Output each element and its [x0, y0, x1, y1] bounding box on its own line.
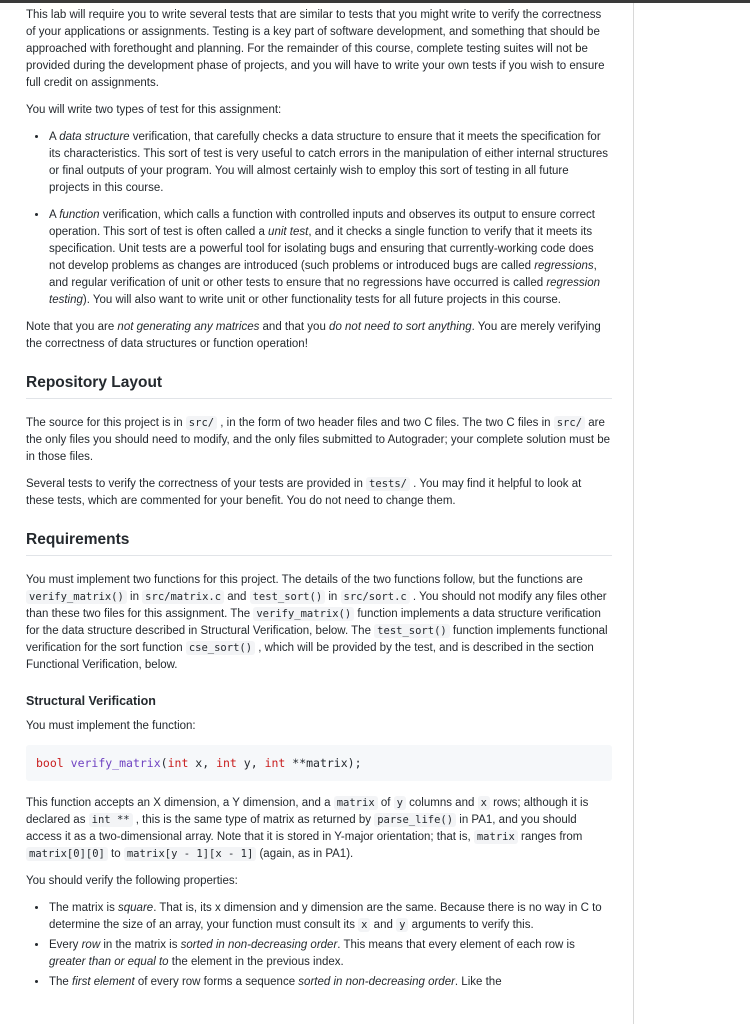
requirements-heading: Requirements	[26, 530, 612, 556]
repo-tests-paragraph: Several tests to verify the correctness of your tests are provided in tests/ . You may find it helpful to look at these tests, which are commented for your benefit. You do not need to change them.	[26, 478, 582, 507]
top-border	[0, 0, 750, 3]
test-types-list	[26, 129, 612, 309]
test-types-intro: You will write two types of test for this assignment:	[26, 104, 282, 116]
list-item: • Every row in the matrix is sorted in non-decreasing order. This means that every element of each row is greater than or equal to the element in the previous index.	[48, 937, 612, 971]
list-item: • A data structure verification, that carefully checks a data structure to ensure that it meets the specification for its characteristics. This sort of test is very useful to catch errors in the manipulation of either internal structures or final outputs of your program. You will almost certainly wish to employ this sort of testing in all future projects in this course.	[48, 129, 612, 197]
intro-paragraph: This lab will require you to write several tests that are similar to tests that you might write to verify the correctness of your applications or assignments. Testing is a key part of software development, and something that should be approached with forethought and planning. For the remainder of this course, complete testing suites will not be provided during the development phase of projects, and you will have to write your own tests if you wish to ensure full credit on assignments.	[26, 9, 605, 89]
note-paragraph: Note that you are not generating any matrices and that you do not need to sort anything. You are merely verifying the correctness of data structures or function operation!	[26, 321, 601, 350]
list-item: • The first element of every row forms a sequence sorted in non-decreasing order. Like the	[48, 974, 612, 991]
properties-intro: You should verify the following properties:	[26, 875, 238, 887]
repo-source-paragraph: The source for this project is in src/ , in the form of two header files and two C files. The two C files in src/ are the only files you should need to modify, and the only files submitted to Autograder; your complete solution must be in those files.	[26, 417, 611, 463]
right-margin-rule	[633, 3, 634, 1024]
list-item: • The matrix is square. That is, its x dimension and y dimension are the same. Because there is no way in C to determine the size of an array, your function must consult its x and y arguments to verify this.	[48, 900, 612, 934]
implement-function-text: You must implement the function:	[26, 720, 196, 732]
repository-layout-heading: Repository Layout	[26, 373, 612, 399]
list-item: • A function verification, which calls a function with controlled inputs and observes its output to ensure correct operation. This sort of test is often called a unit test, and it checks a single function to verify that it meets its specification. Unit tests are a powerful tool for isolating bugs and ensuring that currently-working code does not develop problems as changes are introduced (such problems or introduced bugs are called regressions, and regular verification of unit or other tests to ensure that no regressions have occurred is called regression testing). You will also want to write unit or other functionality tests for all future projects in this course.	[48, 207, 612, 309]
function-signature-code: bool verify_matrix(int x, int y, int **matrix);	[26, 745, 612, 781]
requirements-paragraph: You must implement two functions for this project. The details of the two functions follow, but the functions are verify_matrix() in src/matrix.c and test_sort() in src/sort.c . You should not modify any files other than these two files for this assignment. The verify_matrix() function implements a data structure verification for the data structure described in Structural Verification, below. The test_sort() function implements functional verification for the sort function cse_sort() , which will be provided by the test, and is described in the section Functional Verification, below.	[26, 574, 608, 671]
function-description-paragraph: This function accepts an X dimension, a Y dimension, and a matrix of y columns and x rows; although it is declared as int ** , this is the same type of matrix as returned by parse_life() in PA1, and you should access it as a two-dimensional array. Note that it is stored in Y-major orientation; that is, matrix ranges from matrix[0][0] to matrix[y - 1][x - 1] (again, as in PA1).	[26, 797, 589, 860]
document-body	[26, 7, 612, 1001]
structural-verification-heading: Structural Verification	[26, 694, 156, 708]
properties-list	[26, 900, 612, 991]
